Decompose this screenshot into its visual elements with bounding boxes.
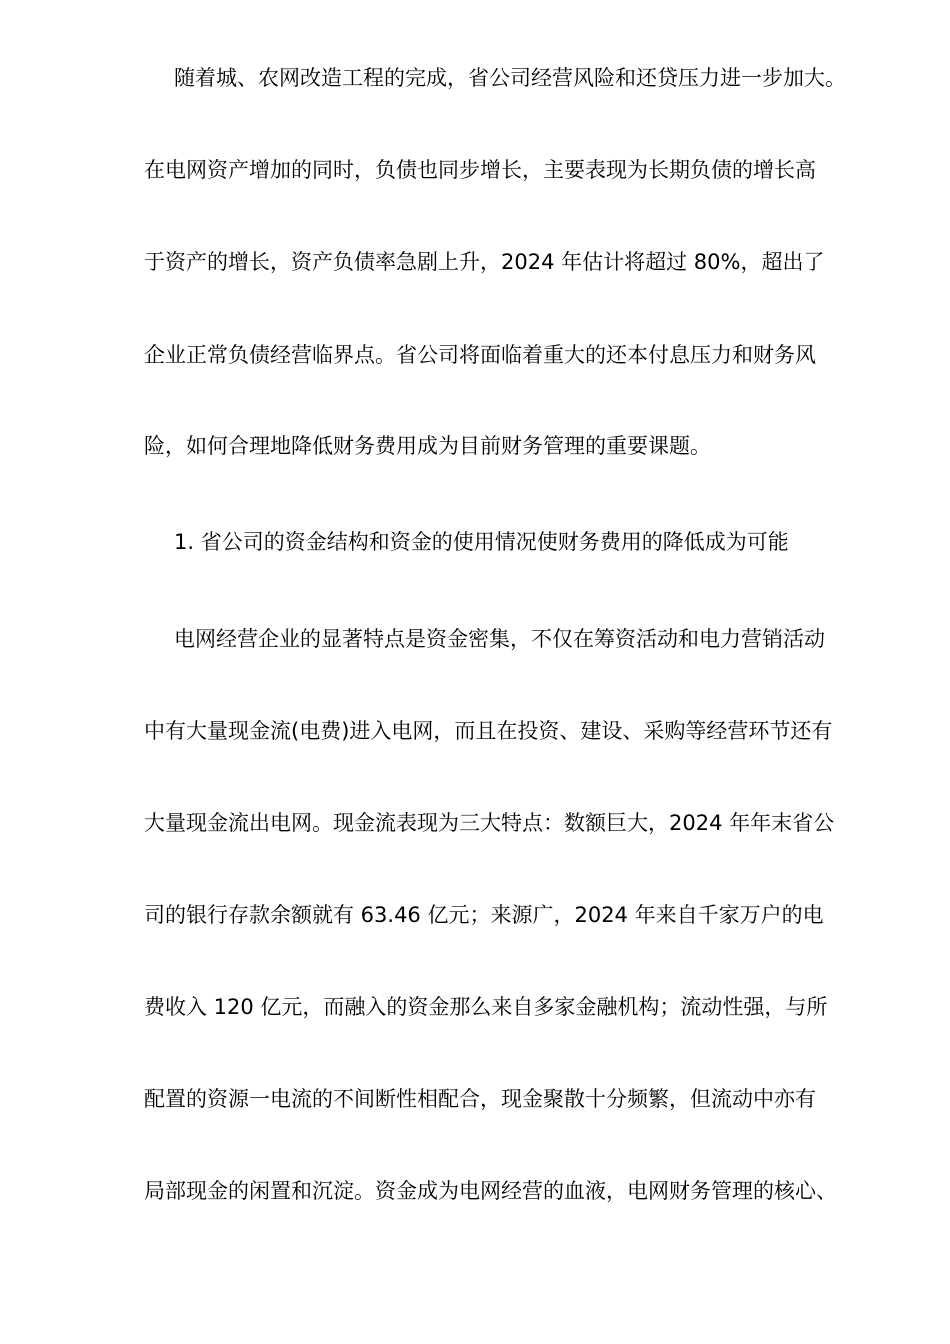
paragraph-1-line-5: 险，如何合理地降低财务费用成为目前财务管理的重要课题。	[144, 434, 711, 458]
paragraph-1-line-3: 于资产的增长，资产负债率急剧上升，2024 年估计将超过 80%，超出了	[144, 250, 825, 274]
paragraph-1-line-2: 在电网资产增加的同时，负债也同步增长，主要表现为长期负债的增长高	[144, 158, 816, 182]
paragraph-1-line-1: 随着城、农网改造工程的完成，省公司经营风险和还贷压力进一步加大。	[174, 66, 846, 90]
section-heading: 1. 省公司的资金结构和资金的使用情况使财务费用的降低成为可能	[174, 530, 789, 554]
paragraph-2-line-5: 费收入 120 亿元，而融入的资金那么来自多家金融机构；流动性强，与所	[144, 995, 828, 1019]
paragraph-2-line-4: 司的银行存款余额就有 63.46 亿元；来源广，2024 年来自千家万户的电	[144, 903, 824, 927]
paragraph-2-line-6: 配置的资源一电流的不间断性相配合，现金聚散十分频繁，但流动中亦有	[144, 1087, 816, 1111]
paragraph-2-line-2: 中有大量现金流(电费)进入电网，而且在投资、建设、采购等经营环节还有	[144, 719, 833, 743]
paragraph-2-line-1: 电网经营企业的显著特点是资金密集，不仅在筹资活动和电力营销活动	[174, 627, 825, 651]
paragraph-2-line-3: 大量现金流出电网。现金流表现为三大特点：数额巨大，2024 年年末省公	[144, 811, 835, 835]
paragraph-2-line-7: 局部现金的闲置和沉淀。资金成为电网经营的血液，电网财务管理的核心、	[144, 1179, 837, 1203]
paragraph-1-line-4: 企业正常负债经营临界点。省公司将面临着重大的还本付息压力和财务风	[144, 343, 816, 367]
